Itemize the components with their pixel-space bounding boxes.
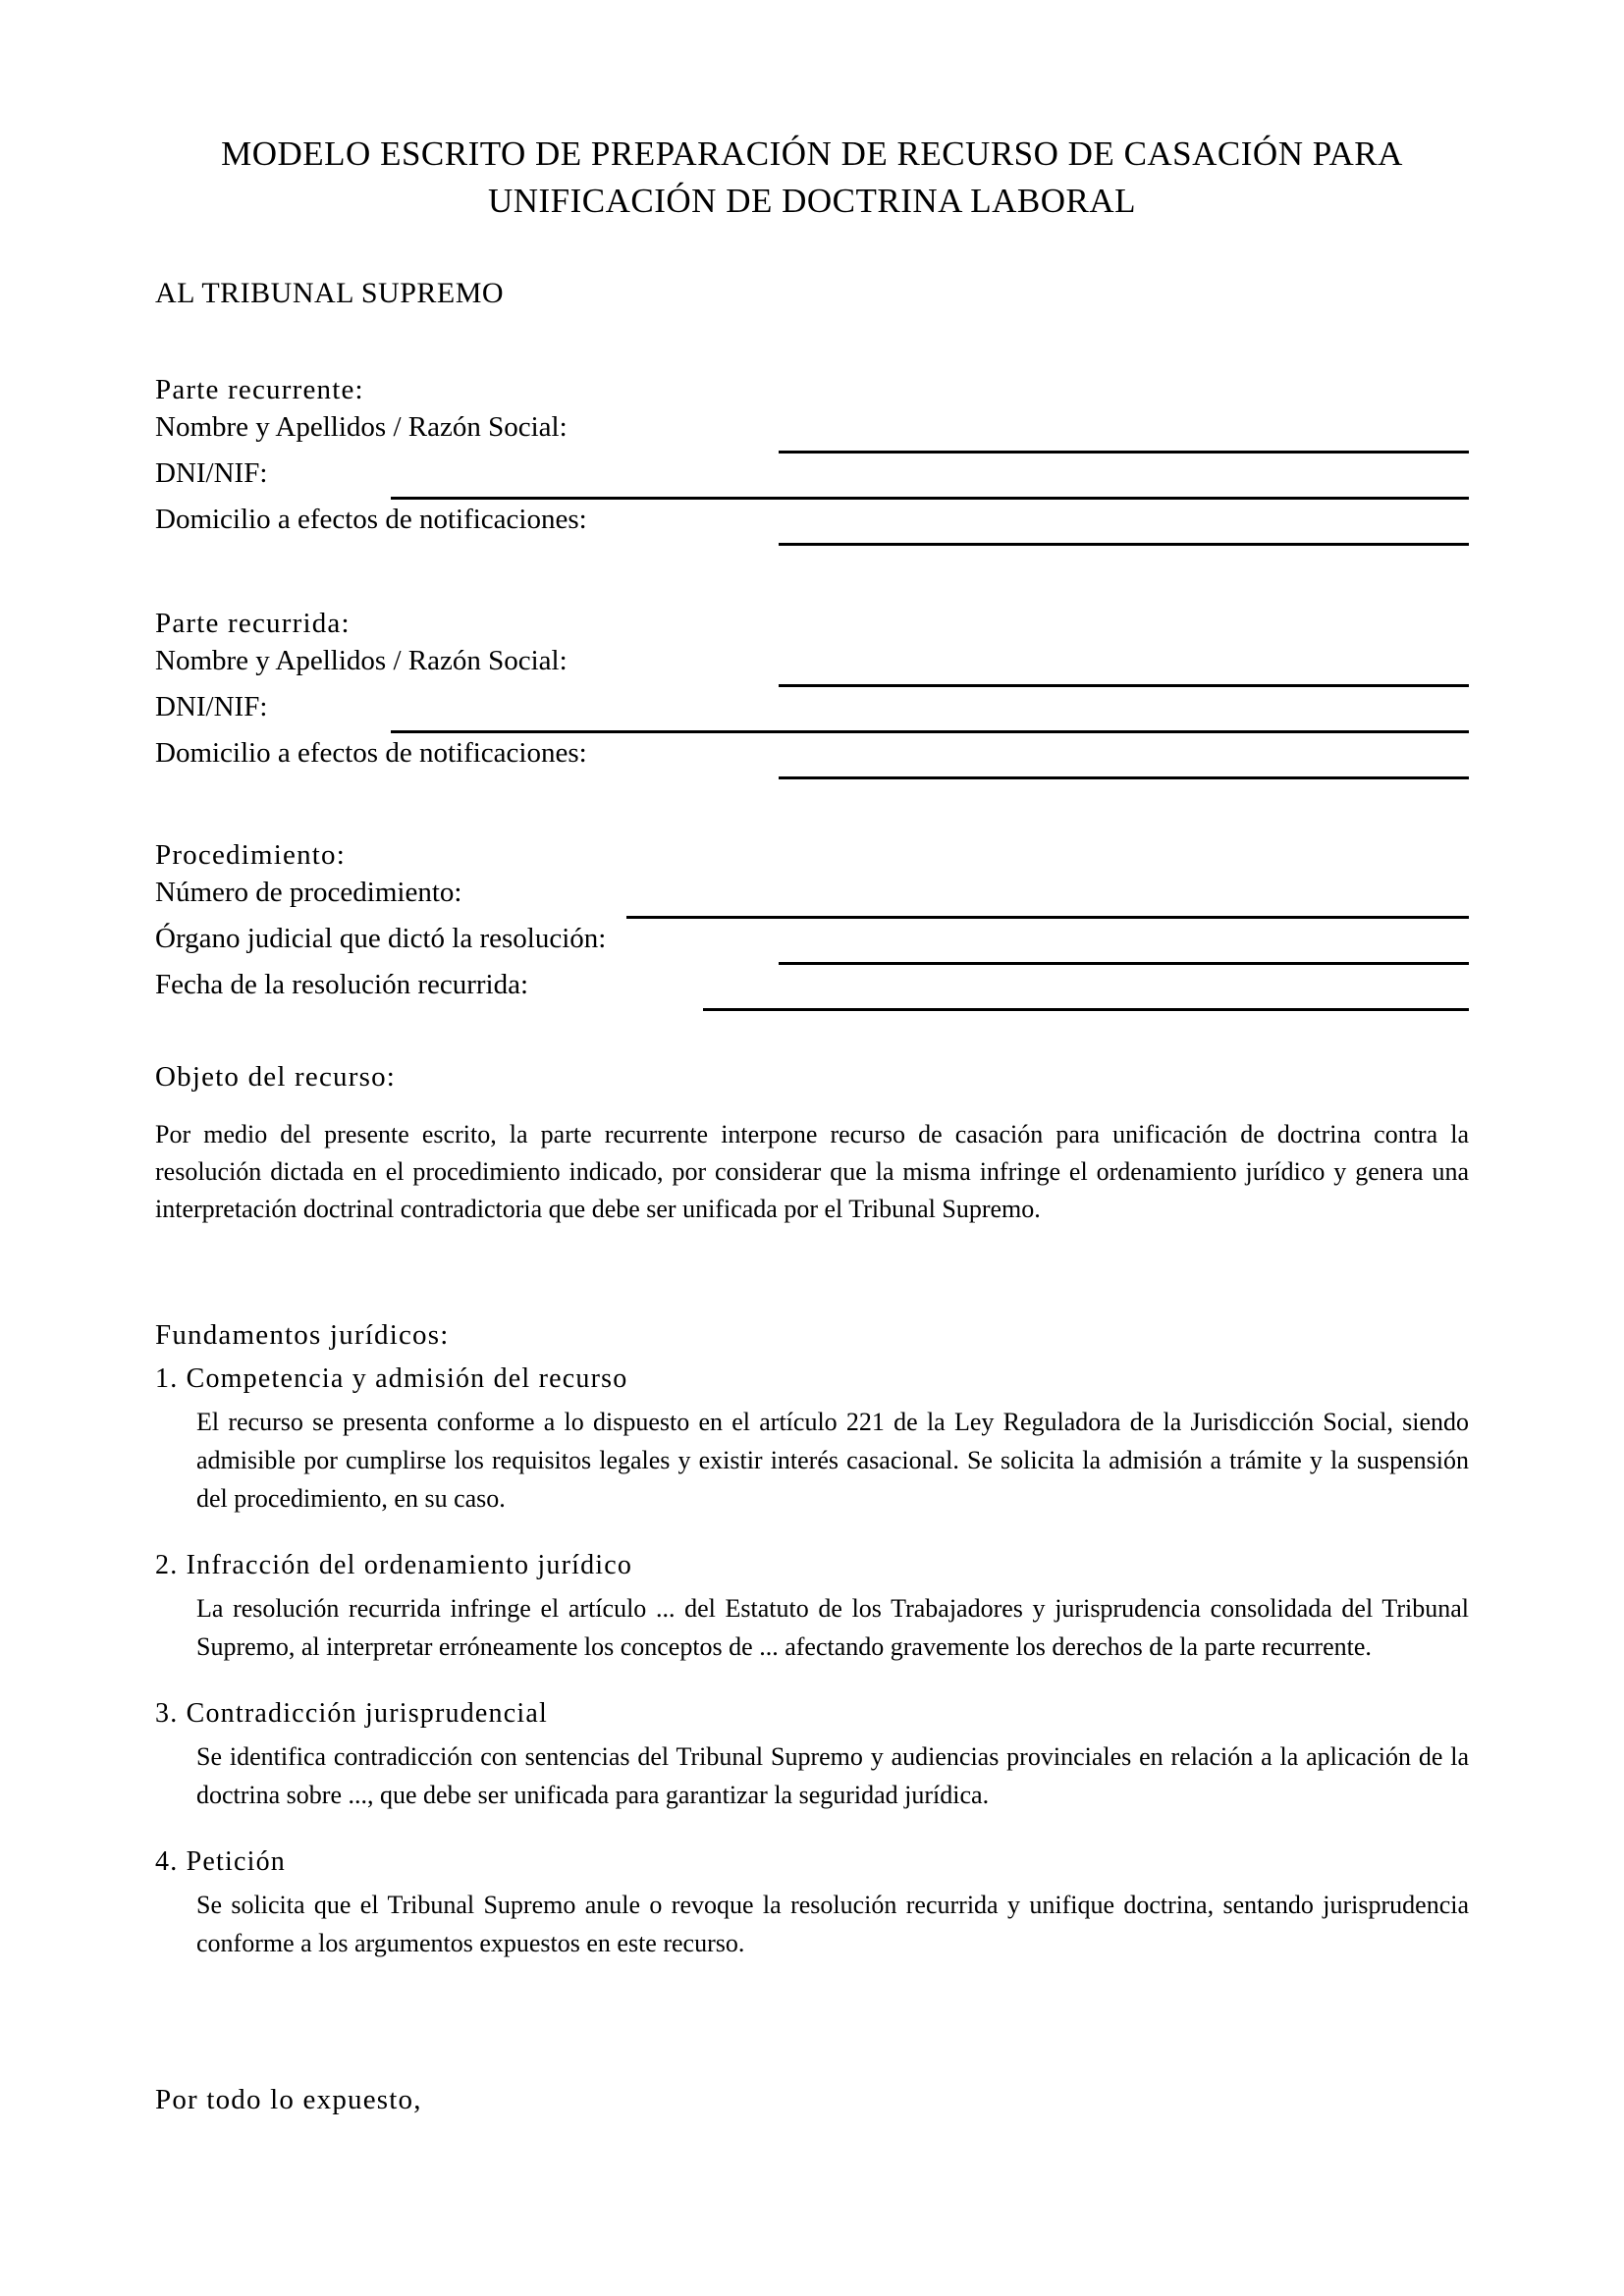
parte-recurrente-heading: Parte recurrente: (155, 374, 364, 405)
document-title (155, 131, 1469, 225)
fundamento-3-heading: 3. Contradicción jurisprudencial (155, 1698, 548, 1729)
fundamento-item-2 (155, 1546, 1469, 1666)
field-row-organo-judicial (155, 921, 1469, 967)
field-label-fecha-resolucion: Fecha de la resolución recurrida: (155, 969, 529, 1000)
document-title-line1: MODELO ESCRITO DE PREPARACIÓN DE RECURSO DE CASACIÓN PARA (221, 134, 1403, 173)
section-parte-recurrente (155, 370, 1469, 548)
field-row-nombre-recurrente (155, 409, 1469, 455)
objeto-paragraph: Por medio del presente escrito, la parte recurrente interpone recurso de casación para unificación de doctrina contra la resolución dictada en el procedimiento indicado, por considerar que la misma infringe el ordenamiento jurídico y genera una interpretación doctrinal contradictoria que debe ser unificada por el Tribunal Supremo. (155, 1120, 1469, 1223)
fundamento-4-heading: 4. Petición (155, 1846, 286, 1877)
fill-line-dni-recurrida[interactable] (391, 730, 1469, 733)
fundamento-1-body: El recurso se presenta conforme a lo dispuesto en el artículo 221 de la Ley Reguladora de la Jurisdicción Social, siendo admisible por cumplirse los requisitos legales y existir interés casacional. Se solicita la admisión a trámite y la suspensión del procedimiento, en su caso. (196, 1408, 1469, 1513)
fill-line-numero-procedimiento[interactable] (626, 916, 1469, 919)
fundamento-2-body: La resolución recurrida infringe el artículo ... del Estatuto de los Trabajadores y jurisprudencia consolidada del Tribunal Supremo, al interpretar erróneamente los conceptos de ... afectando gravemente los derechos de la parte recurrente. (196, 1594, 1469, 1661)
field-row-dni-recurrente (155, 455, 1469, 502)
field-label-domicilio-recurrida: Domicilio a efectos de notificaciones: (155, 737, 587, 769)
field-label-domicilio-recurrente: Domicilio a efectos de notificaciones: (155, 504, 587, 535)
section-fundamentos-juridicos (155, 1315, 1469, 1962)
fill-line-nombre-recurrente[interactable] (779, 451, 1469, 454)
fill-line-domicilio-recurrida[interactable] (779, 776, 1469, 779)
fundamentos-heading: Fundamentos jurídicos: (155, 1319, 450, 1351)
parte-recurrida-heading: Parte recurrida: (155, 608, 351, 639)
field-label-organo-judicial: Órgano judicial que dictó la resolución: (155, 923, 607, 954)
section-objeto-del-recurso (155, 1057, 1469, 1228)
closing-formula: Por todo lo expuesto, (155, 2084, 422, 2115)
fill-line-organo-judicial[interactable] (779, 962, 1469, 965)
fundamento-3-body: Se identifica contradicción con sentencias del Tribunal Supremo y audiencias provinciales en relación a la aplicación de la doctrina sobre ..., que debe ser unificada para garantizar la seguridad jurídica. (196, 1742, 1469, 1809)
field-label-dni-recurrida: DNI/NIF: (155, 691, 268, 722)
document-title-line2: UNIFICACIÓN DE DOCTRINA LABORAL (487, 182, 1137, 220)
field-row-fecha-resolucion (155, 967, 1469, 1013)
fill-line-domicilio-recurrente[interactable] (779, 543, 1469, 546)
fundamento-4-body: Se solicita que el Tribunal Supremo anule o revoque la resolución recurrida y unifique doctrina, sentando jurisprudencia conforme a los argumentos expuestos en este recurso. (196, 1891, 1469, 1957)
field-label-nombre-recurrente: Nombre y Apellidos / Razón Social: (155, 411, 568, 443)
fill-line-dni-recurrente[interactable] (391, 497, 1469, 500)
fundamento-item-1 (155, 1360, 1469, 1518)
field-row-dni-recurrida (155, 689, 1469, 735)
fundamento-1-heading: 1. Competencia y admisión del recurso (155, 1363, 628, 1394)
addressee-heading: AL TRIBUNAL SUPREMO (155, 277, 505, 309)
field-row-numero-procedimiento (155, 875, 1469, 921)
fundamento-item-3 (155, 1694, 1469, 1814)
fill-line-fecha-resolucion[interactable] (703, 1008, 1469, 1011)
field-label-nombre-recurrida: Nombre y Apellidos / Razón Social: (155, 645, 568, 676)
field-row-domicilio-recurrente (155, 502, 1469, 548)
fundamento-2-heading: 2. Infracción del ordenamiento jurídico (155, 1550, 633, 1580)
section-parte-recurrida (155, 604, 1469, 781)
field-label-numero-procedimiento: Número de procedimiento: (155, 877, 462, 908)
procedimiento-heading: Procedimiento: (155, 839, 346, 871)
fundamento-item-4 (155, 1842, 1469, 1962)
field-row-domicilio-recurrida (155, 735, 1469, 781)
section-procedimiento (155, 835, 1469, 1013)
fill-line-nombre-recurrida[interactable] (779, 684, 1469, 687)
objeto-heading: Objeto del recurso: (155, 1061, 397, 1093)
field-row-nombre-recurrida (155, 643, 1469, 689)
field-label-dni-recurrente: DNI/NIF: (155, 457, 268, 489)
